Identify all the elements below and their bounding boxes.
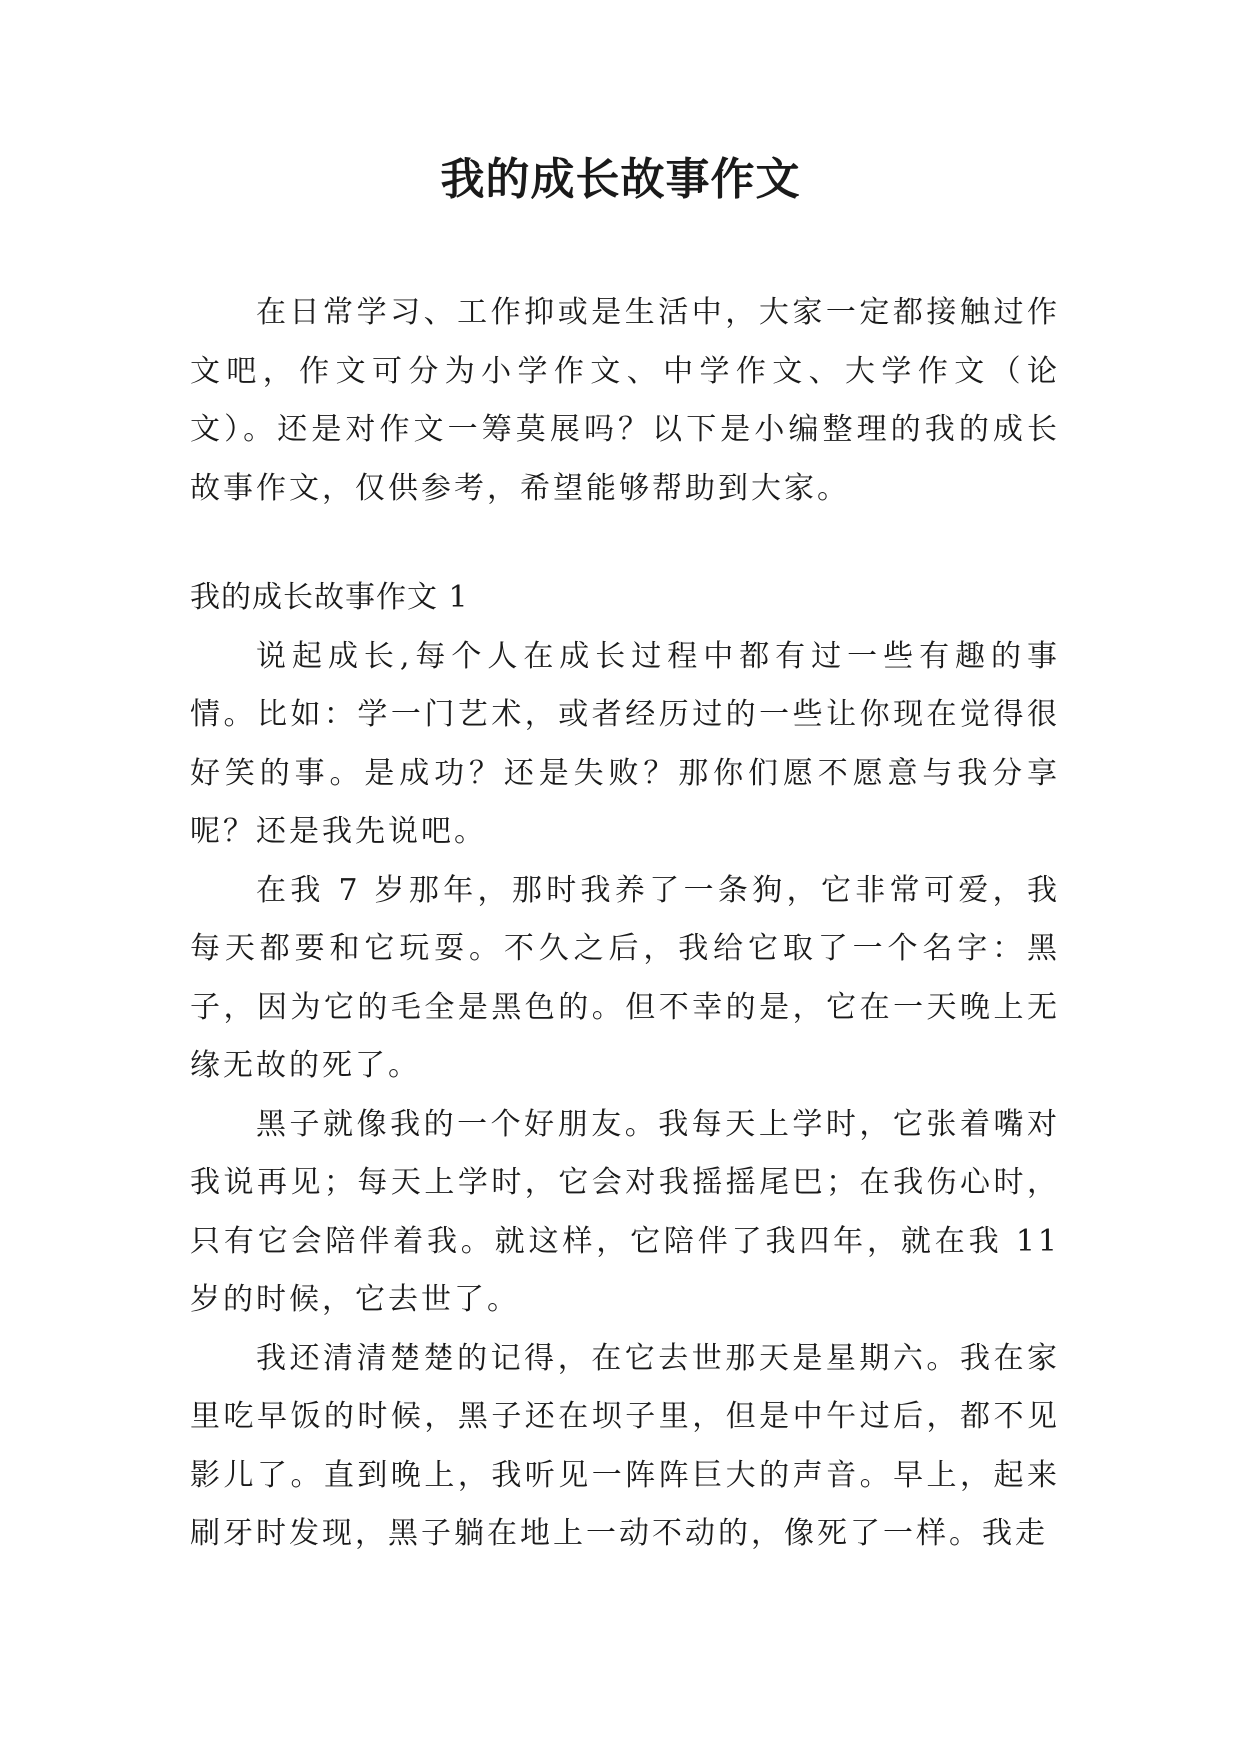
- document-body: [190, 284, 1060, 1564]
- body-paragraph: 黑子就像我的一个好朋友。我每天上学时，它张着嘴对我说再见；每天上学时，它会对我摇摇尾巴；在我伤心时，只有它会陪伴着我。就这样，它陪伴了我四年，就在我 11 岁的时候，它去世了。: [190, 1106, 1060, 1317]
- body-paragraph: 我还清清楚楚的记得，在它去世那天是星期六。我在家里吃早饭的时候，黑子还在坝子里，但是中午过后，都不见影儿了。直到晚上，我听见一阵阵巨大的声音。早上，起来刷牙时发现，黑子躺在地上一动不动的，像死了一样。我走: [190, 1340, 1060, 1551]
- section-heading: 我的成长故事作文 1: [190, 580, 469, 615]
- document-title: 我的成长故事作文: [440, 154, 801, 205]
- body-paragraph: 在我 7 岁那年，那时我养了一条狗，它非常可爱，我每天都要和它玩耍。不久之后，我给它取了一个名字：黑子，因为它的毛全是黑色的。但不幸的是，它在一天晚上无缘无故的死了。: [190, 872, 1060, 1083]
- body-paragraph: 说起成长,每个人在成长过程中都有过一些有趣的事情。比如：学一门艺术，或者经历过的一些让你现在觉得很好笑的事。是成功？还是失败？那你们愿不愿意与我分享呢？还是我先说吧。: [190, 638, 1060, 849]
- intro-paragraph: 在日常学习、工作抑或是生活中，大家一定都接触过作文吧，作文可分为小学作文、中学作文、大学作文（论文）。还是对作文一筹莫展吗？以下是小编整理的我的成长故事作文，仅供参考，希望能够帮助到大家。: [190, 295, 1060, 506]
